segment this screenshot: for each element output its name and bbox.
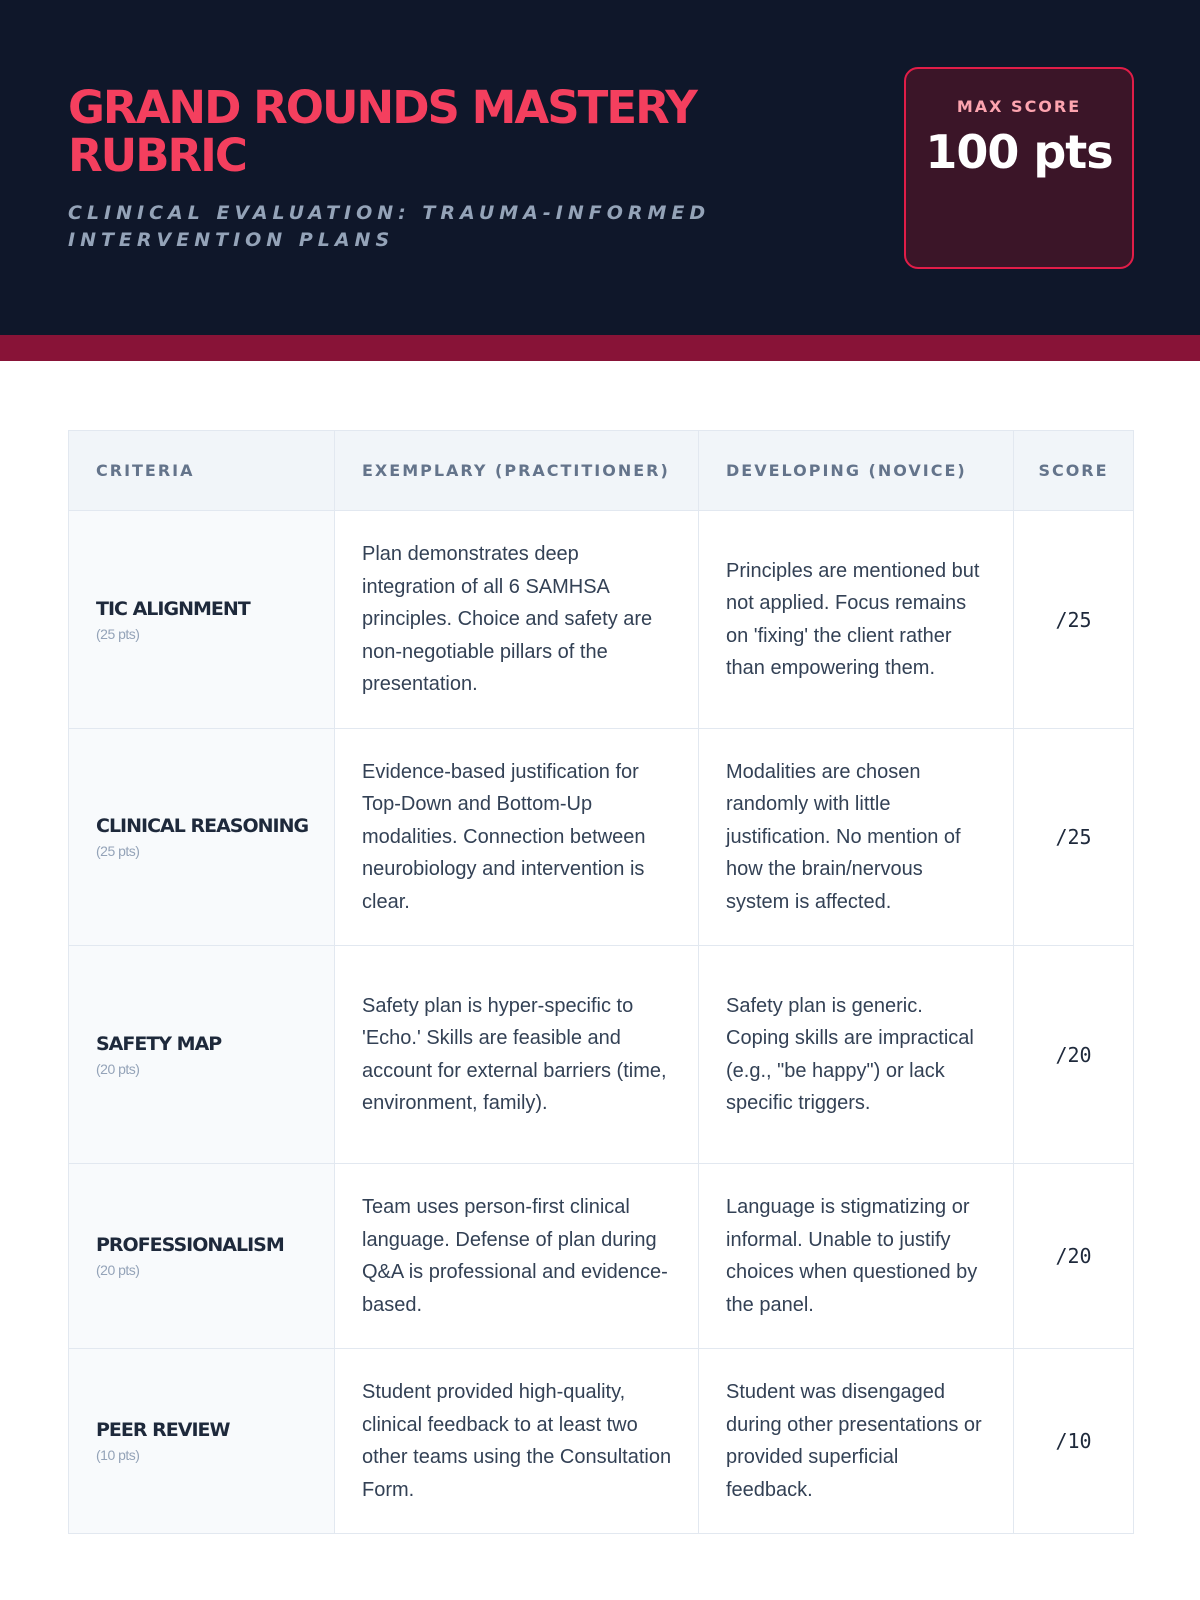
criteria-name: SAFETY MAP xyxy=(96,1032,222,1055)
table-row xyxy=(69,946,1134,1164)
score-cell: /10 xyxy=(1014,1349,1134,1534)
exemplary-description: Plan demonstrates deep integration of all 6 SAMHSA principles. Choice and safety are non-negotiable pillars of the presentation. xyxy=(335,511,699,729)
page-subtitle: CLINICAL EVALUATION: TRAUMA-INFORMED INTERVENTION PLANS xyxy=(68,202,711,251)
table-row xyxy=(69,729,1134,946)
exemplary-description: Team uses person-first clinical language. Defense of plan during Q&A is professional and evidence-based. xyxy=(335,1164,699,1349)
max-score-label: MAX SCORE xyxy=(956,97,1082,116)
column-header-exemplary: EXEMPLARY (PRACTITIONER) xyxy=(335,431,699,511)
header-accent-stripe xyxy=(0,335,1200,361)
criteria-name: CLINICAL REASONING xyxy=(96,815,309,837)
developing-description: Modalities are chosen randomly with little justification. No mention of how the brain/nervous system is affected. xyxy=(699,729,1014,946)
developing-description: Safety plan is generic. Coping skills are impractical (e.g., "be happy") or lack specific triggers. xyxy=(699,946,1014,1164)
max-score-value: 100 pts xyxy=(925,125,1113,179)
exemplary-description: Evidence-based justification for Top-Down and Bottom-Up modalities. Connection between neurobiology and intervention is clear. xyxy=(335,729,699,946)
criteria-points: (10 pts) xyxy=(96,1447,140,1463)
max-score-card xyxy=(904,67,1134,269)
criteria-cell xyxy=(69,946,335,1164)
score-cell: /20 xyxy=(1014,1164,1134,1349)
developing-description: Principles are mentioned but not applied. Focus remains on 'fixing' the client rather than empowering them. xyxy=(699,511,1014,729)
criteria-cell xyxy=(69,511,335,729)
criteria-points: (20 pts) xyxy=(96,1060,140,1077)
exemplary-description: Safety plan is hyper-specific to 'Echo.' Skills are feasible and account for external barriers (time, environment, family). xyxy=(335,946,699,1164)
criteria-cell xyxy=(69,1349,335,1534)
criteria-points: (25 pts) xyxy=(96,843,140,859)
developing-description: Student was disengaged during other presentations or provided superficial feedback. xyxy=(699,1349,1014,1534)
table-header-row xyxy=(69,431,1134,511)
column-header-score: SCORE xyxy=(1014,431,1134,511)
criteria-name: PROFESSIONALISM xyxy=(96,1234,284,1256)
criteria-points: (20 pts) xyxy=(96,1262,140,1278)
header-banner xyxy=(0,0,1200,335)
column-header-criteria: CRITERIA xyxy=(69,431,335,511)
table-row xyxy=(69,1349,1134,1534)
criteria-cell xyxy=(69,1164,335,1349)
criteria-name: PEER REVIEW xyxy=(96,1419,230,1441)
table-row xyxy=(69,1164,1134,1349)
table-row xyxy=(69,511,1134,729)
developing-description: Language is stigmatizing or informal. Unable to justify choices when questioned by the panel. xyxy=(699,1164,1014,1349)
score-cell: /20 xyxy=(1014,946,1134,1164)
column-header-developing: DEVELOPING (NOVICE) xyxy=(699,431,1014,511)
criteria-cell xyxy=(69,729,335,946)
rubric-table xyxy=(68,430,1134,1534)
criteria-name: TIC ALIGNMENT xyxy=(96,597,250,620)
page-title: GRAND ROUNDS MASTERY RUBRIC xyxy=(68,81,696,182)
score-cell: /25 xyxy=(1014,729,1134,946)
criteria-points: (25 pts) xyxy=(96,625,140,642)
score-cell: /25 xyxy=(1014,511,1134,729)
exemplary-description: Student provided high-quality, clinical feedback to at least two other teams using the Consultation Form. xyxy=(335,1349,699,1534)
